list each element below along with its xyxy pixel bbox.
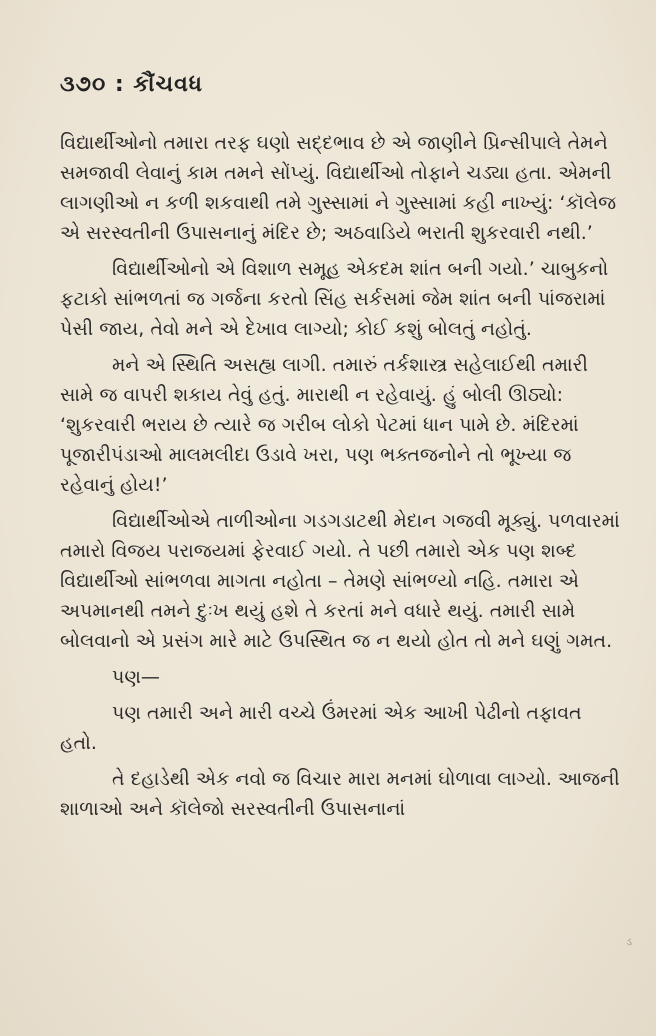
paragraph-6: પણ તમારી અને મારી વચ્ચે ઉંમરમાં એક આખી પેઢીનો તફાવત હતો. bbox=[60, 702, 582, 754]
paragraph-5: પણ— bbox=[112, 666, 160, 688]
page-header: ૩૭૦ : કૌંચવધ bbox=[60, 72, 203, 97]
page-mark: ડ bbox=[626, 935, 633, 948]
page-body bbox=[60, 128, 620, 830]
paragraph-2: વિદ્યાર્થીઓનો એ વિશાળ સમૂહ એકદમ શાંત બની ગયો.’ ચાબુકનો ફટાકો સાંભળતાં જ ગર્જના કરતો સિંહ સર્કસમાં જેમ શાંત બની પાંજરામાં પેસી જાય, તેવો મને એ દેખાવ લાગ્યો; કોઈ કશું બોલતું નહોતું. bbox=[60, 258, 609, 340]
paragraph-4: વિદ્યાર્થીઓએ તાળીઓના ગડગડાટથી મેદાન ગજવી મૂક્યું. પળવારમાં તમારો વિજય પરાજયમાં ફેરવાઈ ગયો. તે પછી તમારો એક પણ શબ્દ વિદ્યાર્થીઓ સાંભળવા માગતા નહોતા – તેમણે સાંભળ્યો નહિ. તમારા એ અપમાનથી તમને દુઃખ થયું હશે તે કરતાં મને વધારે થયું. તમારી સામે બોલવાનો એ પ્રસંગ મારે માટે ઉપસ્થિત જ ન થયો હોત તો મને ઘણું ગમત. bbox=[60, 510, 620, 652]
paragraph-7: તે દહાડેથી એક નવો જ વિચાર મારા મનમાં ઘોળાવા લાગ્યો. આજની શાળાઓ અને કૉલેજો સરસ્વતીની ઉપાસનાનાં bbox=[60, 768, 620, 820]
paragraph-3: મને એ સ્થિતિ અસહ્ય લાગી. તમારું તર્કશાસ્ત્ર સહેલાઈથી તમારી સામે જ વાપરી શકાય તેવું હતું. મારાથી ન રહેવાયું. હું બોલી ઊઠ્યો: ‘શુકરવારી ભરાય છે ત્યારે જ ગરીબ લોકો પેટમાં ધાન પામે છે. મંદિરમાં પૂજારીપંડાઓ માલમલીદા ઉડાવે ખરા, પણ ભક્તજનોને તો ભૂખ્યા જ રહેવાનું હોય!’ bbox=[60, 354, 588, 496]
paragraph-1: વિદ્યાર્થીઓનો તમારા તરફ ઘણો સદ્દભાવ છે એ જાણીને પ્રિન્સીપાલે તેમને સમજાવી લેવાનું કામ તમને સોંપ્યું. વિદ્યાર્થીઓ તોફાને ચડ્યા હતા. એમની લાગણીઓ ન કળી શકવાથી તમે ગુસ્સામાં ને ગુસ્સામાં કહી નાખ્યું: ‘કૉલેજ એ સરસ્વતીની ઉપાસનાનું મંદિર છે; અઠવાડિયે ભરાતી શુકરવારી નથી.’ bbox=[60, 132, 617, 244]
